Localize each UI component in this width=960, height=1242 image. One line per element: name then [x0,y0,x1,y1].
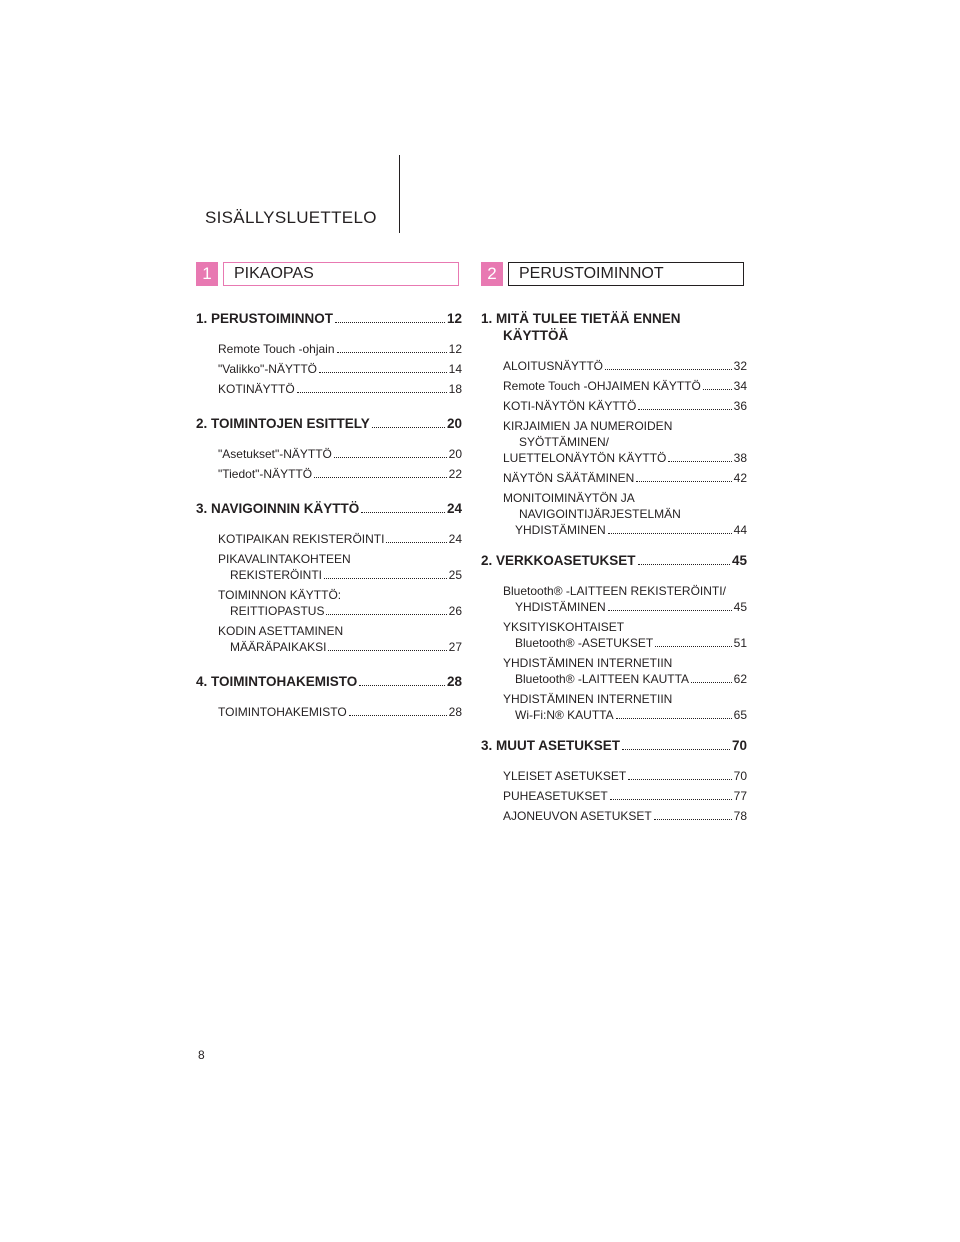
entry-page: 62 [733,672,747,686]
toc-column-1 [196,300,462,720]
dot-leader [326,603,446,615]
toc-entry-link[interactable] [196,381,462,397]
section-number-badge: 1 [196,262,218,286]
entry-title: TOIMINTOHAKEMISTO [218,705,347,719]
entry-title: "Tiedot"-NÄYTTÖ [218,467,313,481]
entry-title: KOTINÄYTTÖ [218,382,295,396]
dot-leader [654,819,732,820]
toc-column-2 [481,300,747,824]
page-number: 8 [198,1048,205,1062]
dot-leader [349,715,447,716]
chapter-title: 1. PERUSTOIMINNOT [196,311,334,326]
chapter-page: 24 [446,501,462,516]
chapter-title: 1. MITÄ TULEE TIETÄÄ ENNEN [481,311,681,326]
header-divider [399,155,400,233]
section-title: PERUSTOIMINNOT [508,262,744,286]
dot-leader [638,409,731,410]
dot-leader [622,737,730,750]
toc-entry-link[interactable] [481,691,747,723]
dot-leader [691,671,732,683]
chapter-title: 2. TOIMINTOJEN ESITTELY [196,416,370,431]
dot-leader [324,567,447,579]
entry-page: 32 [733,359,747,373]
entry-page: 77 [733,789,747,803]
toc-entry-link[interactable] [481,398,747,414]
dot-leader [337,352,447,353]
entry-page: 44 [733,523,747,537]
entry-page: 20 [448,447,462,461]
dot-leader [328,639,446,651]
entry-title: KIRJAIMIEN JA NUMEROIDEN [503,419,673,433]
chapter-page: 70 [731,738,747,753]
toc-entry-link[interactable] [196,623,462,655]
entry-page: 78 [733,809,747,823]
entry-page: 27 [448,640,462,654]
entry-page: 22 [448,467,462,481]
toc-entry-link[interactable] [481,378,747,394]
dot-leader [297,392,447,393]
entry-title: YKSITYISKOHTAISET [503,620,625,634]
dot-leader [668,450,731,462]
toc-chapter-link[interactable] [196,500,462,517]
chapter-title: 3. NAVIGOINNIN KÄYTTÖ [196,501,360,516]
entry-page: 36 [733,399,747,413]
entry-page: 65 [733,708,747,722]
toc-chapter-link[interactable] [196,673,462,690]
entry-title: MONITOIMINÄYTÖN JA [503,491,635,505]
entry-title-line3: YHDISTÄMINEN [515,523,606,537]
entry-title-line2: YHDISTÄMINEN [515,600,606,614]
toc-entry-link[interactable] [481,418,747,466]
section-header-perustoiminnot [481,262,743,286]
entry-title: NÄYTÖN SÄÄTÄMINEN [503,471,635,485]
toc-entry-link[interactable] [196,551,462,583]
entry-title: AJONEUVON ASETUKSET [503,809,652,823]
entry-page: 28 [448,705,462,719]
entry-title: PUHEASETUKSET [503,789,608,803]
entry-page: 14 [448,362,462,376]
entry-title: Remote Touch -OHJAIMEN KÄYTTÖ [503,379,701,393]
toc-entry-link[interactable] [196,466,462,482]
entry-page: 42 [733,471,747,485]
entry-page: 34 [733,379,747,393]
toc-entry-link[interactable] [481,768,747,784]
entry-page: 12 [448,342,462,356]
toc-entry-link[interactable] [481,470,747,486]
toc-chapter-link[interactable] [481,552,747,569]
dot-leader [361,500,445,513]
toc-entry-link[interactable] [481,619,747,651]
page-title: SISÄLLYSLUETTELO [205,208,377,227]
toc-chapter-link[interactable] [481,737,747,754]
dot-leader [616,707,732,719]
entry-title: KODIN ASETTAMINEN [218,624,344,638]
toc-entry-link[interactable] [196,341,462,357]
chapter-page: 45 [731,553,747,568]
chapter-title: 4. TOIMINTOHAKEMISTO [196,674,358,689]
section-title: PIKAOPAS [223,262,459,286]
toc-entry-link[interactable] [481,358,747,374]
dot-leader [638,552,730,565]
dot-leader [655,635,731,647]
entry-title: Bluetooth® -LAITTEEN REKISTERÖINTI/ [503,584,726,598]
dot-leader [628,779,731,780]
toc-entry-link[interactable] [196,446,462,462]
entry-title: Remote Touch -ohjain [218,342,335,356]
entry-title-line2: Bluetooth® -LAITTEEN KAUTTA [515,672,690,686]
chapter-page: 12 [446,311,462,326]
entry-title: YHDISTÄMINEN INTERNETIIN [503,656,673,670]
dot-leader [605,369,732,370]
toc-chapter-link[interactable] [196,415,462,432]
chapter-title: 3. MUUT ASETUKSET [481,738,621,753]
entry-title-line2: REKISTERÖINTI [230,568,323,582]
dot-leader [335,310,445,323]
chapter-page: 20 [446,416,462,431]
entry-title-line2: Bluetooth® -ASETUKSET [515,636,654,650]
entry-title-line2: MÄÄRÄPAIKAKSI [230,640,327,654]
entry-page: 38 [733,451,747,465]
toc-entry-link[interactable] [481,808,747,824]
entry-title: PIKAVALINTAKOHTEEN [218,552,351,566]
entry-title: YLEISET ASETUKSET [503,769,627,783]
entry-title: TOIMINNON KÄYTTÖ: [218,588,342,602]
entry-title: KOTIPAIKAN REKISTERÖINTI [218,532,385,546]
dot-leader [386,542,446,543]
dot-leader [608,599,732,611]
toc-chapter-link[interactable] [481,310,747,344]
entry-title-line2: Wi-Fi:N® KAUTTA [515,708,614,722]
toc-entry-link[interactable] [196,704,462,720]
entry-title-line2: REITTIOPASTUS [230,604,325,618]
dot-leader [703,389,732,390]
entry-title-line2: SYÖTTÄMINEN/ [519,435,610,449]
dot-leader [314,477,447,478]
toc-chapter-link[interactable] [196,310,462,327]
dot-leader [359,673,445,686]
entry-page: 45 [733,600,747,614]
toc-entry-link[interactable] [196,531,462,547]
section-number-badge: 2 [481,262,503,286]
toc-entry-link[interactable] [481,490,747,538]
dot-leader [610,799,732,800]
entry-page: 51 [733,636,747,650]
entry-page: 18 [448,382,462,396]
toc-entry-link[interactable] [481,788,747,804]
entry-title: KOTI-NÄYTÖN KÄYTTÖ [503,399,637,413]
entry-title: YHDISTÄMINEN INTERNETIIN [503,692,673,706]
dot-leader [608,522,732,534]
entry-title: "Asetukset"-NÄYTTÖ [218,447,332,461]
entry-page: 70 [733,769,747,783]
entry-page: 24 [448,532,462,546]
entry-title-line2: NAVIGOINTIJÄRJESTELMÄN [519,507,681,521]
dot-leader [636,481,731,482]
entry-title: "Valikko"-NÄYTTÖ [218,362,317,376]
section-header-pikaopas [196,262,458,286]
entry-page: 25 [448,568,462,582]
toc-entry-link[interactable] [481,655,747,687]
entry-page: 26 [448,604,462,618]
chapter-page: 28 [446,674,462,689]
dot-leader [372,415,445,428]
entry-title-line3: LUETTELONÄYTÖN KÄYTTÖ [503,451,667,465]
toc-entry-link[interactable] [481,583,747,615]
toc-entry-link[interactable] [196,587,462,619]
toc-entry-link[interactable] [196,361,462,377]
chapter-title-line2: KÄYTTÖÄ [503,328,569,343]
dot-leader [319,372,447,373]
dot-leader [334,457,447,458]
chapter-title: 2. VERKKOASETUKSET [481,553,636,568]
entry-title: ALOITUSNÄYTTÖ [503,359,604,373]
